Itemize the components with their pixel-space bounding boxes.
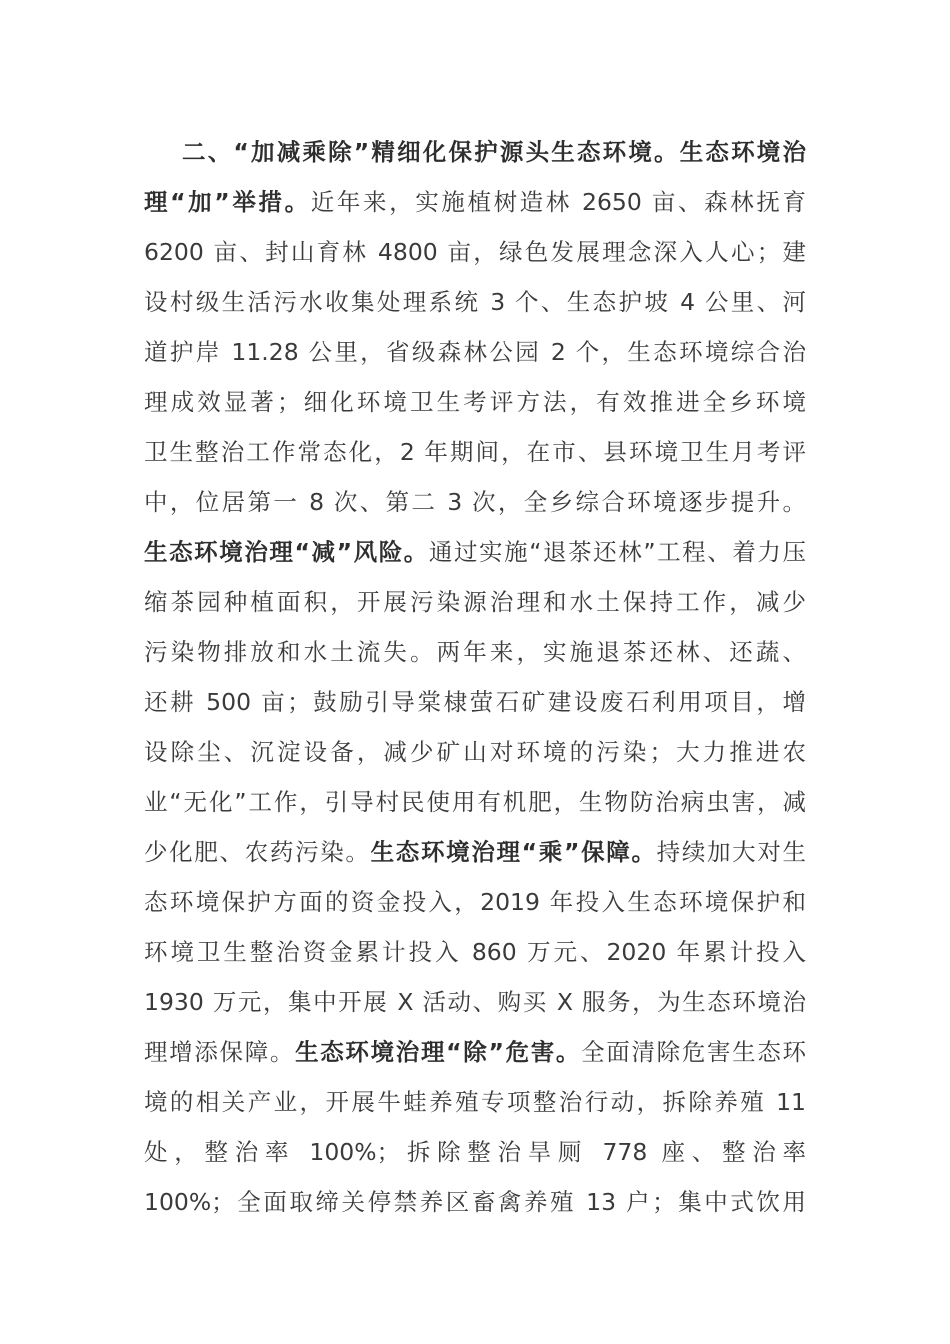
body-text: 通过实施“退茶还林”工程、着力压 (428, 538, 806, 566)
text-line (144, 877, 806, 927)
body-paragraph (144, 127, 806, 1227)
body-text: 处，整治率 100%；拆除整治旱厕 778 座、整治率 (144, 1138, 806, 1166)
body-text: 缩茶园种植面积，开展污染源治理和水土保持工作，减少 (144, 588, 806, 616)
text-line (144, 327, 806, 377)
text-line (144, 277, 806, 327)
body-text: 近年来，实施植树造林 2650 亩、森林抚育 (310, 188, 807, 216)
text-line (144, 777, 806, 827)
body-text: 100%；全面取缔关停禁养区畜禽养殖 13 户；集中式饮用 (144, 1188, 806, 1216)
text-line (144, 377, 806, 427)
text-line (144, 527, 806, 577)
body-text: 理成效显著；细化环境卫生考评方法，有效推进全乡环境 (144, 388, 806, 416)
body-text: 全面清除危害生态环 (581, 1038, 807, 1066)
body-text: 理增添保障。 (144, 1038, 296, 1066)
bold-heading-text: 生态环境治理“减”风险。 (144, 538, 429, 566)
body-text: 境的相关产业，开展牛蛙养殖专项整治行动，拆除养殖 11 (144, 1088, 806, 1116)
body-text: 持续加大对生 (656, 838, 807, 866)
body-text: 业“无化”工作，引导村民使用有机肥，生物防治病虫害，减 (144, 788, 806, 816)
text-line (144, 127, 806, 177)
text-line (144, 977, 806, 1027)
bold-heading-text: 生态环境治理“乘”保障。 (370, 838, 657, 866)
body-text: 6200 亩、封山育林 4800 亩，绿色发展理念深入人心；建 (144, 238, 806, 266)
text-line (144, 177, 806, 227)
bold-heading-text: 理“加”举措。 (144, 188, 311, 216)
body-text: 环境卫生整治资金累计投入 860 万元、2020 年累计投入 (144, 938, 806, 966)
text-line (144, 1077, 806, 1127)
body-text: 中，位居第一 8 次、第二 3 次，全乡综合环境逐步提升。 (144, 488, 806, 516)
body-text: 少化肥、农药污染。 (144, 838, 371, 866)
text-line (144, 827, 806, 877)
text-line (144, 1027, 806, 1077)
body-text: 设除尘、沉淀设备，减少矿山对环境的污染；大力推进农 (144, 738, 806, 766)
body-text: 设村级生活污水收集处理系统 3 个、生态护坡 4 公里、河 (144, 288, 806, 316)
text-line (144, 1177, 806, 1227)
body-text: 1930 万元，集中开展 X 活动、购买 X 服务，为生态环境治 (144, 988, 806, 1016)
text-line (144, 727, 806, 777)
text-line (144, 677, 806, 727)
text-line (144, 477, 806, 527)
text-line (144, 227, 806, 277)
body-text: 卫生整治工作常态化，2 年期间，在市、县环境卫生月考评 (144, 438, 806, 466)
text-line (144, 927, 806, 977)
body-text: 还耕 500 亩；鼓励引导棠棣萤石矿建设废石利用项目，增 (144, 688, 806, 716)
body-text: 污染物排放和水土流失。两年来，实施退茶还林、还蔬、 (144, 638, 806, 666)
body-text: 态环境保护方面的资金投入，2019 年投入生态环境保护和 (144, 888, 806, 916)
text-line (144, 627, 806, 677)
bold-heading-text: 生态环境治理“除”危害。 (295, 1038, 582, 1066)
bold-heading-text: 二、“加减乘除”精细化保护源头生态环境。生态环境治 (182, 138, 806, 166)
text-line (144, 577, 806, 627)
body-text: 道护岸 11.28 公里，省级森林公园 2 个，生态环境综合治 (144, 338, 806, 366)
text-line (144, 427, 806, 477)
text-line (144, 1127, 806, 1177)
